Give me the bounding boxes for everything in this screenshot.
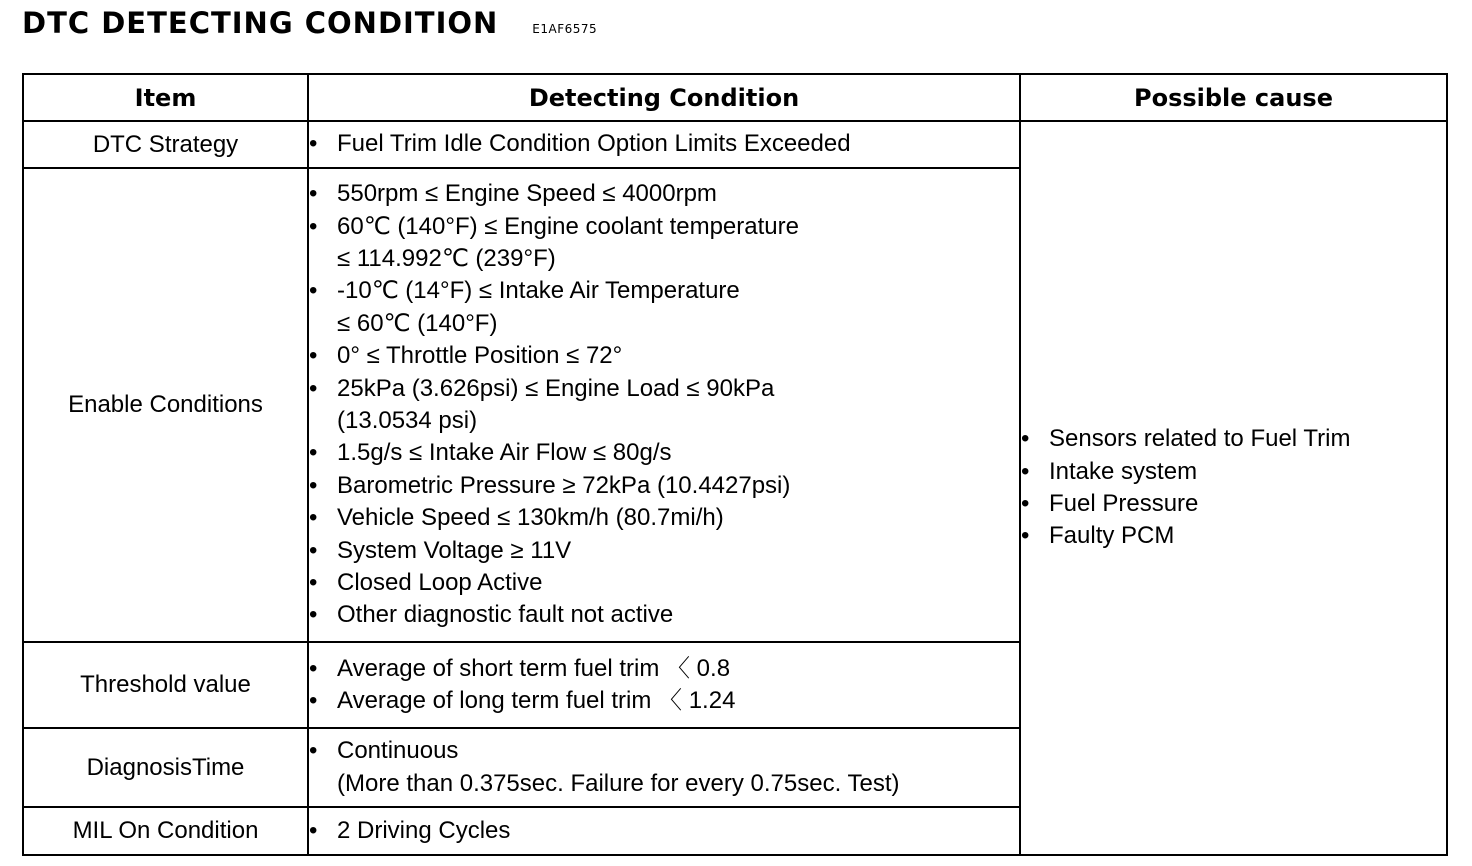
page-header <box>22 6 597 46</box>
condition-item <box>309 211 1019 276</box>
possible-cause-item: • Fuel Pressure <box>1021 488 1446 520</box>
condition-text: System Voltage ≥ 11V <box>337 536 572 564</box>
condition-text: 1.5g/s ≤ Intake Air Flow ≤ 80g/s <box>337 439 672 467</box>
dtc-condition-table <box>22 73 1448 856</box>
condition-list <box>309 653 1019 718</box>
condition-item <box>309 735 1019 800</box>
condition-text: Average of long term fuel trim 〈 1.24 <box>337 687 736 714</box>
condition-text-continued: ≤ 114.992℃ (239°F) <box>337 244 556 272</box>
condition-item <box>309 502 1019 534</box>
condition-text: Closed Loop Active <box>337 569 543 597</box>
item-cell: Threshold value <box>23 642 308 728</box>
possible-cause-list <box>1021 423 1446 553</box>
condition-item <box>309 275 1019 340</box>
condition-text: Continuous <box>337 737 459 765</box>
page-title: DTC DETECTING CONDITION <box>22 6 499 40</box>
condition-cell <box>308 642 1020 728</box>
condition-text: Average of short term fuel trim 〈 0.8 <box>337 654 731 682</box>
condition-text-continued: (13.0534 psi) <box>337 407 478 434</box>
condition-text: 0° ≤ Throttle Position ≤ 72° <box>337 342 623 370</box>
condition-text: -10℃ (14°F) ≤ Intake Air Temperature <box>337 277 740 305</box>
condition-text: 2 Driving Cycles <box>337 816 511 844</box>
item-cell: MIL On Condition <box>23 807 308 855</box>
condition-text: 25kPa (3.626psi) ≤ Engine Load ≤ 90kPa <box>337 374 775 402</box>
condition-text: 60℃ (140°F) ≤ Engine coolant temperature <box>337 212 799 240</box>
possible-cause-item: • Intake system <box>1021 456 1446 488</box>
condition-item <box>309 470 1019 502</box>
condition-item <box>309 340 1019 372</box>
condition-cell <box>308 807 1020 855</box>
document-code: E1AF6575 <box>532 22 598 36</box>
condition-item <box>309 437 1019 469</box>
possible-cause-cell <box>1020 121 1447 855</box>
condition-item <box>309 178 1019 210</box>
condition-list <box>309 128 1019 160</box>
condition-cell <box>308 728 1020 807</box>
condition-list <box>309 178 1019 632</box>
item-cell: Enable Conditions <box>23 168 308 642</box>
condition-text-continued: (More than 0.375sec. Failure for every 0.75sec. Test) <box>337 769 900 797</box>
item-cell: DiagnosisTime <box>23 728 308 807</box>
condition-item <box>309 653 1019 685</box>
table-header-row <box>23 74 1447 121</box>
possible-cause-item: • Faulty PCM <box>1021 520 1446 552</box>
condition-text: Other diagnostic fault not active <box>337 601 674 629</box>
condition-cell <box>308 168 1020 642</box>
condition-text: Barometric Pressure ≥ 72kPa (10.4427psi) <box>337 471 791 499</box>
column-header-detecting-condition: Detecting Condition <box>308 74 1020 121</box>
condition-list <box>309 815 1019 847</box>
condition-text: Vehicle Speed ≤ 130km/h (80.7mi/h) <box>337 504 724 532</box>
condition-text-continued: ≤ 60℃ (140°F) <box>337 309 498 337</box>
condition-item <box>309 567 1019 599</box>
condition-item <box>309 128 1019 160</box>
condition-cell <box>308 121 1020 168</box>
table-body <box>23 121 1447 855</box>
condition-item <box>309 815 1019 847</box>
condition-item <box>309 599 1019 631</box>
condition-item <box>309 373 1019 438</box>
condition-item <box>309 685 1019 717</box>
condition-item <box>309 535 1019 567</box>
table-row <box>23 121 1447 168</box>
item-cell: DTC Strategy <box>23 121 308 168</box>
condition-list <box>309 735 1019 800</box>
possible-cause-item: • Sensors related to Fuel Trim <box>1021 423 1446 455</box>
column-header-possible-cause: Possible cause <box>1020 74 1447 121</box>
column-header-item: Item <box>23 74 308 121</box>
condition-text: Fuel Trim Idle Condition Option Limits Exceeded <box>337 130 851 158</box>
condition-text: 550rpm ≤ Engine Speed ≤ 4000rpm <box>337 180 717 208</box>
